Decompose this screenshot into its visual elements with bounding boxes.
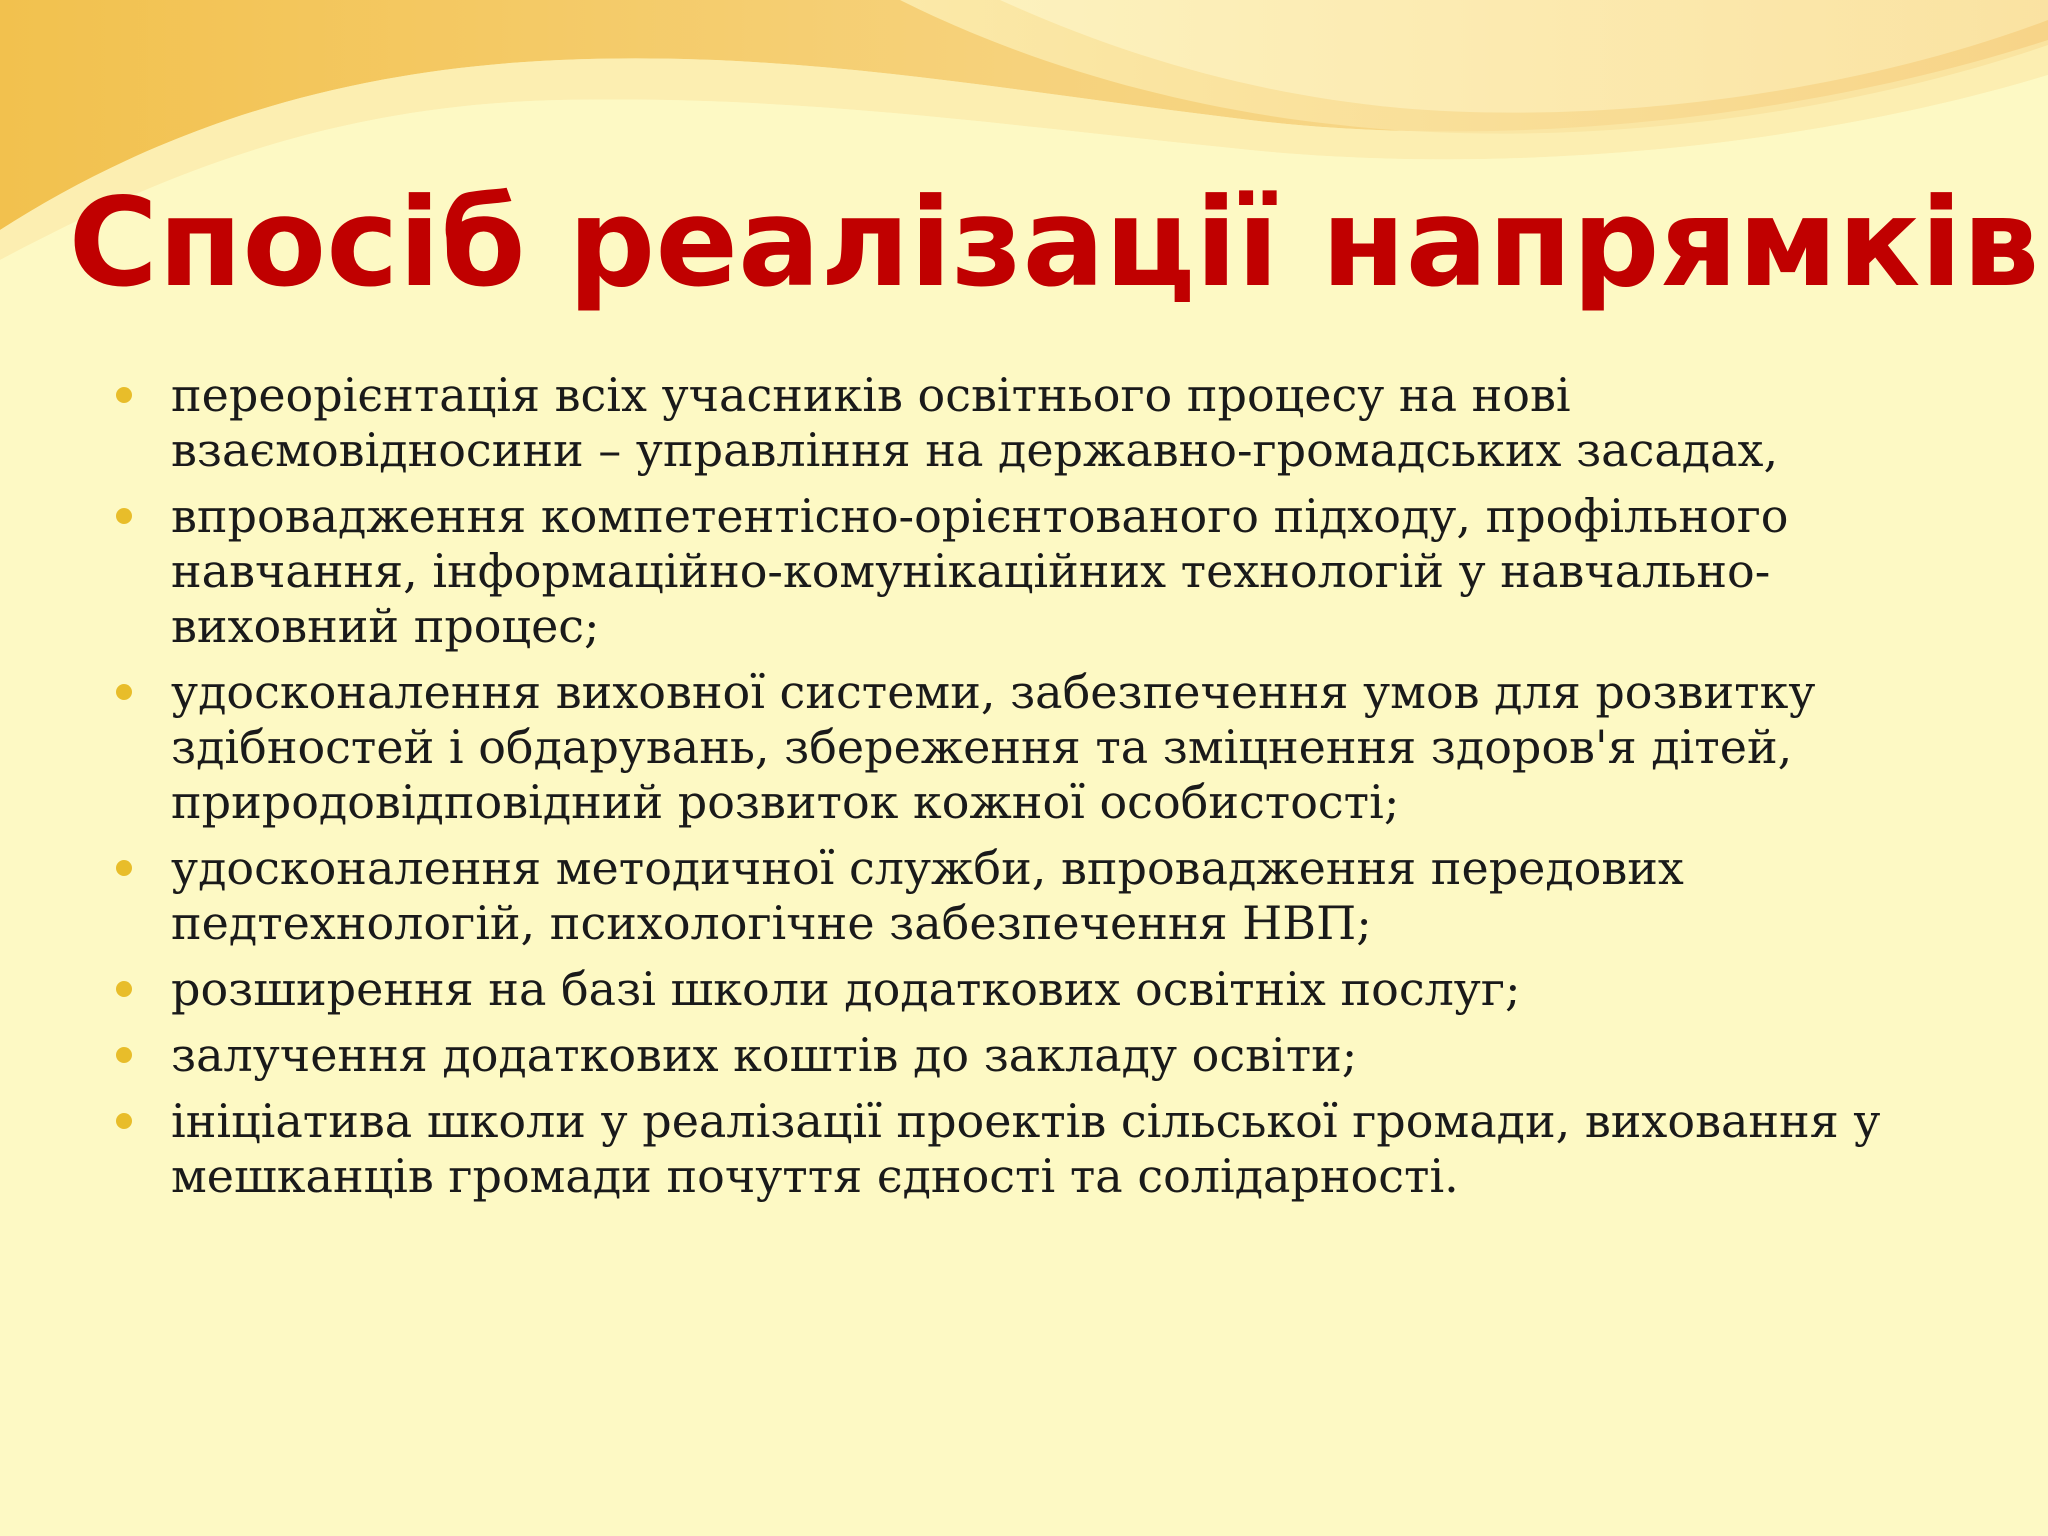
- bullet-dot-icon: [116, 981, 132, 997]
- list-item: [110, 841, 1990, 951]
- bullet-dot-icon: [116, 684, 132, 700]
- slide-title: Спосіб реалізації напрямків: [68, 172, 2040, 314]
- list-item-text: переорієнтація всіх учасників освітнього процесу на нові взаємовідносини – управління на державно-громадських засадах,: [171, 368, 1779, 477]
- list-item-text: розширення на базі школи додаткових освітніх послуг;: [171, 962, 1521, 1016]
- bullet-list: [110, 368, 1990, 1215]
- bullet-dot-icon: [116, 1113, 132, 1129]
- list-item: [110, 489, 1990, 654]
- bullet-dot-icon: [116, 860, 132, 876]
- list-item: [110, 665, 1990, 830]
- bullet-dot-icon: [116, 508, 132, 524]
- list-item-text: ініціатива школи у реалізації проектів сільської громади, виховання у мешканців громади почуття єдності та солідарності.: [171, 1094, 1881, 1203]
- list-item: [110, 1094, 1990, 1204]
- bullet-dot-icon: [116, 1047, 132, 1063]
- list-item-text: залучення додаткових коштів до закладу освіти;: [171, 1028, 1358, 1082]
- list-item: [110, 1028, 1990, 1083]
- list-item: [110, 962, 1990, 1017]
- list-item-text: удосконалення виховної системи, забезпечення умов для розвитку здібностей і обдарувань, збереження та зміцнення здоров'я дітей, природовідповідний розвиток кожної особистості;: [171, 665, 1816, 829]
- list-item: [110, 368, 1990, 478]
- list-item-text: удосконалення методичної служби, впровадження передових педтехнологій, психологічне забезпечення НВП;: [171, 841, 1684, 950]
- bullet-dot-icon: [116, 387, 132, 403]
- list-item-text: впровадження компетентісно-орієнтованого підходу, профільного навчання, інформаційно-комунікаційних технологій у навчально-виховний процес;: [171, 489, 1789, 653]
